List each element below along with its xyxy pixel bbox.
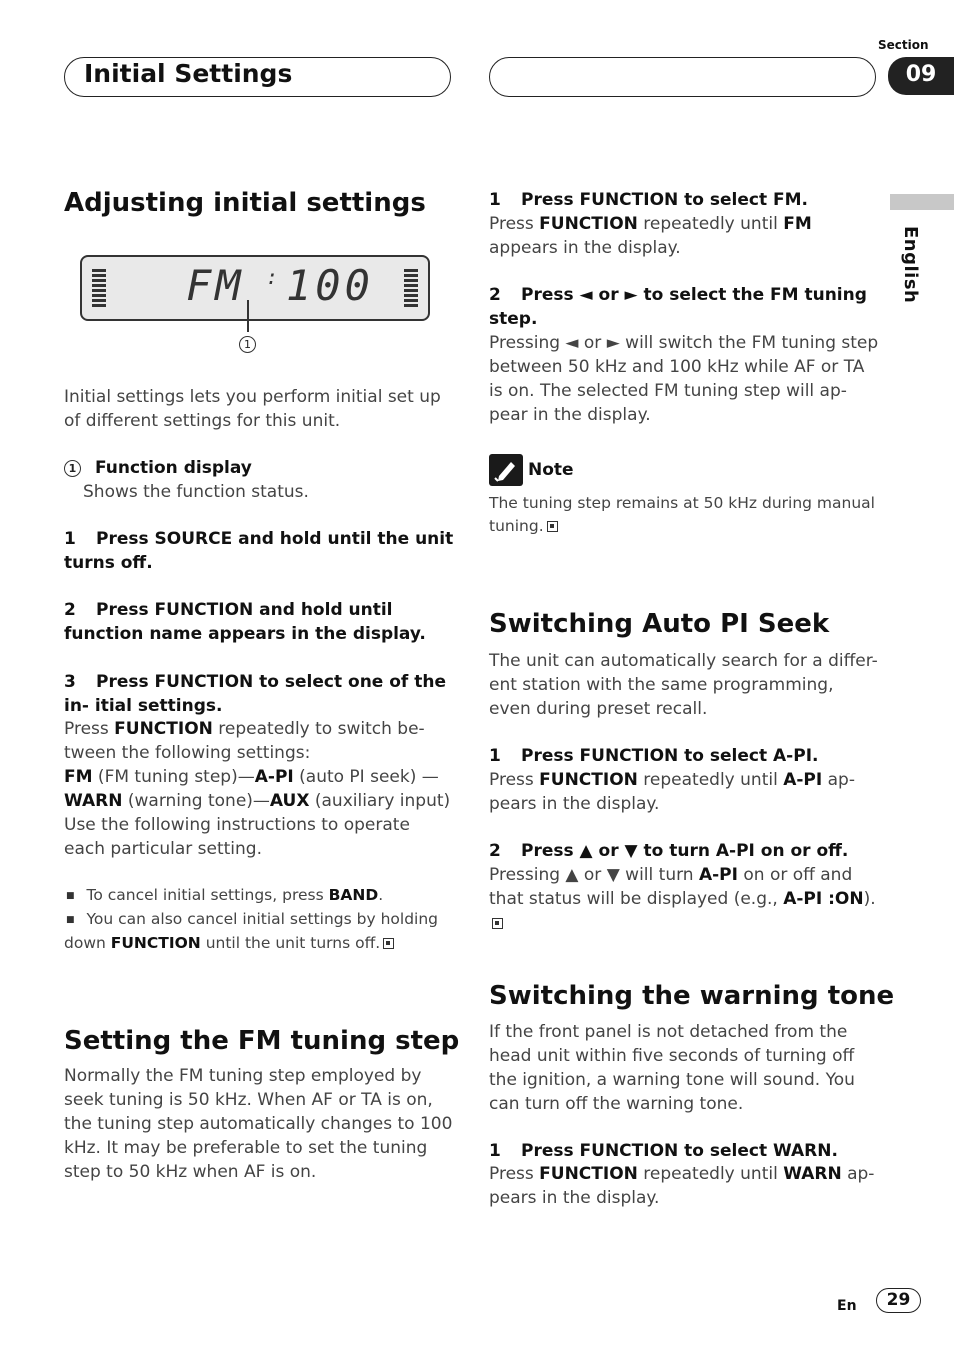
display-example: A-PI :ON — [783, 889, 864, 909]
fm-step-2 — [489, 283, 879, 331]
setting-warn: WARN — [64, 791, 123, 811]
step-1-source — [64, 527, 454, 575]
heading-switching-auto-pi-seek: Switching Auto PI Seek — [489, 609, 830, 639]
heading-switching-warning-tone: Switching the warning tone — [489, 981, 895, 1011]
text: Use the following instructions to operate each particular setting. — [64, 815, 410, 859]
lcd-display-illustration — [80, 255, 430, 321]
api-step-1-body — [489, 768, 879, 816]
text: (warning tone)— — [122, 791, 270, 811]
text: You can also cancel initial settings by holding down — [64, 910, 439, 952]
step-text: Press FUNCTION to select WARN. — [521, 1141, 838, 1161]
callout-item-text: Shows the function status. — [83, 482, 309, 502]
key-function: FUNCTION — [539, 214, 638, 234]
text: on or off and that status will be displayed (e.g., — [489, 865, 853, 909]
step-3-body — [64, 717, 454, 861]
step-text: Press FUNCTION and hold until function name appears in the display. — [64, 600, 426, 644]
lcd-left-bars — [92, 269, 106, 309]
text: (auxiliary input) — [309, 791, 451, 811]
fm-intro-paragraph: Normally the FM tuning step employed by seek tuning is 50 kHz. When AF or TA is on, the tuning step automatically changes to 100 kHz. It may be preferable to set the tuning step to 50 kHz when AF is on. — [64, 1066, 453, 1182]
lcd-callout-marker: 1 — [239, 336, 256, 353]
lcd-mode-text: FM — [186, 261, 245, 310]
key-function: FUNCTION — [110, 934, 201, 952]
step-text: Press ▲ or ▼ to turn A-PI on or off. — [521, 841, 849, 861]
text: Press — [489, 214, 540, 234]
text: appears in the display. — [489, 238, 681, 258]
callout-item-label: Function display — [95, 458, 252, 478]
setting-fm: FM — [64, 767, 93, 787]
side-language-label: English — [900, 226, 921, 304]
text: Press — [489, 770, 540, 790]
end-mark-icon — [383, 938, 394, 949]
text: Pressing ▲ or ▼ will turn — [489, 865, 699, 885]
text: repeatedly until — [637, 1164, 784, 1184]
header-blank-frame — [489, 57, 876, 97]
api-step-2 — [489, 839, 879, 863]
section-number: 09 — [888, 57, 954, 95]
setting-api: A-PI — [783, 770, 823, 790]
callout-item — [64, 456, 454, 504]
step-3-select-setting — [64, 670, 454, 718]
section-label: Section — [878, 38, 929, 52]
text: ap- pears in the display. — [489, 770, 855, 814]
note-text — [489, 492, 879, 538]
note-label: Note — [528, 460, 574, 480]
warn-step-1-body — [489, 1162, 879, 1210]
step-text: Press FUNCTION to select one of the in- itial settings. — [64, 672, 447, 716]
text: ). — [863, 889, 876, 909]
warn-intro-paragraph: If the front panel is not detached from the head unit within five seconds of turning off the ignition, a warning tone will sound. You can turn off the warning tone. — [489, 1022, 855, 1114]
setting-api: A-PI — [254, 767, 294, 787]
step-text: Press SOURCE and hold until the unit turns off. — [64, 529, 454, 573]
setting-fm: FM — [783, 214, 812, 234]
step-number: 2 — [64, 600, 76, 620]
lcd-right-bars — [404, 269, 418, 309]
setting-api: A-PI — [698, 865, 738, 885]
lcd-value-text: 100 — [286, 261, 374, 310]
text: (FM tuning step)— — [92, 767, 255, 787]
text: (auto PI seek) — — [293, 767, 439, 787]
text: Press — [489, 1164, 540, 1184]
setting-aux: AUX — [269, 791, 310, 811]
heading-setting-fm-tuning-step: Setting the FM tuning step — [64, 1026, 460, 1056]
bullet-cancel-function — [64, 908, 454, 955]
step-number: 1 — [489, 1141, 501, 1161]
warn-step-1 — [489, 1139, 879, 1163]
api-step-2-body — [489, 863, 879, 935]
fm-step-2-body: Pressing ◄ or ► will switch the FM tuning step between 50 kHz and 100 kHz while AF or TA is on. The selected FM tuning step will ap- pear in the display. — [489, 333, 879, 425]
api-intro-paragraph: The unit can automatically search for a differ- ent station with the same programming, even during preset recall. — [489, 651, 878, 719]
text: repeatedly to switch be- tween the following settings: — [64, 719, 425, 763]
api-step-1 — [489, 744, 879, 768]
lcd-separator: : — [266, 265, 283, 289]
text: repeatedly until — [637, 770, 784, 790]
text: The tuning step remains at 50 kHz during manual tuning. — [489, 494, 875, 535]
text: To cancel initial settings, press — [86, 886, 329, 904]
step-number: 1 — [64, 529, 76, 549]
step-number: 1 — [489, 746, 501, 766]
text: Press — [64, 719, 115, 739]
setting-warn: WARN — [783, 1164, 842, 1184]
text: . — [378, 886, 384, 904]
text: ap- pears in the display. — [489, 1164, 875, 1208]
key-function: FUNCTION — [114, 719, 213, 739]
step-text: Press FUNCTION to select FM. — [521, 190, 809, 210]
bullet-cancel-band — [64, 884, 454, 908]
step-number: 1 — [489, 190, 501, 210]
step-text: Press FUNCTION to select A-PI. — [521, 746, 819, 766]
text: until the unit turns off. — [200, 934, 381, 952]
step-2-function-hold — [64, 598, 454, 646]
fm-step-1 — [489, 188, 879, 212]
fm-step-1-body — [489, 212, 879, 260]
heading-adjusting-initial-settings: Adjusting initial settings — [64, 188, 426, 218]
note-icon — [489, 454, 523, 486]
end-mark-icon — [492, 918, 503, 929]
key-function: FUNCTION — [539, 770, 638, 790]
footer-language: En — [837, 1298, 857, 1314]
end-mark-icon — [547, 521, 558, 532]
intro-paragraph: Initial settings lets you perform initial set up of different settings for this unit. — [64, 387, 441, 431]
header-title: Initial Settings — [84, 59, 293, 88]
text: repeatedly until — [637, 214, 784, 234]
step-text: Press ◄ or ► to select the FM tuning step. — [489, 285, 867, 329]
step-number: 3 — [64, 672, 76, 692]
step-number: 2 — [489, 841, 501, 861]
step-number: 2 — [489, 285, 501, 305]
page-number: 29 — [876, 1288, 921, 1313]
key-band: BAND — [328, 886, 379, 904]
side-tab — [890, 194, 954, 210]
lcd-callout-line — [247, 300, 249, 332]
key-function: FUNCTION — [539, 1164, 638, 1184]
callout-item-marker: 1 — [64, 460, 81, 477]
